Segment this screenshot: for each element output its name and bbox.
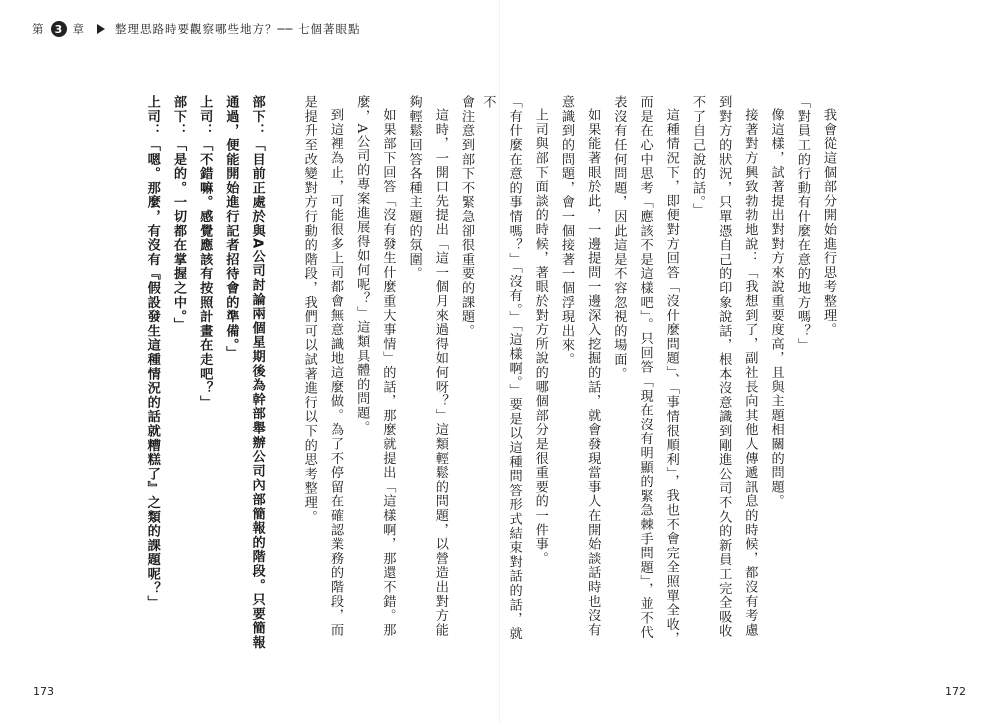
paragraph: 「對員工的行動有什麼在意的地方嗎？」 — [794, 95, 810, 353]
paragraph: 接著對方興致勃勃地說：「我想到了，副社長向其他人傳遞訊息的時候，都沒有考慮到對方的狀況，只單憑自己的印象說話，根本沒意識到剛進公司不久的新員工完全吸收不了自己說的話。」 — [689, 95, 758, 639]
dialogue-line: 上司：「不錯嘛。感覺應該有按照計畫在走吧？」 — [197, 95, 213, 410]
paragraph: 如果能著眼於此，一邊提問一邊深入挖掘的話，就會發現當事人在開始談話時也沒有意識到的問題，會一個接著一個浮現出來。 — [558, 95, 601, 638]
page-number-right: 172 — [945, 685, 966, 698]
dialogue-line: 部下：「是的。一切都在掌握之中。」 — [170, 95, 186, 332]
chapter-suffix: 章 — [72, 22, 85, 36]
triangle-arrow-icon — [97, 24, 105, 34]
paragraph: 這時，一開口先提出「這一個月來過得如何呀？」這類輕鬆的問題，以營造出對方能夠輕鬆回答各種主題的氛圍。 — [406, 95, 448, 638]
paragraph: 到這裡為止，可能很多上司都會無意識地這麼做。為了不停留在確認業務的階段，而是提升至改變對方行動的階段，我們可以試著進行以下的思考整理。 — [301, 95, 343, 638]
paragraph: 如果部下回答「沒有發生什麼重大事情」的話，那麼就提出「這樣啊，那還不錯。那麼，A公司的專案進展得如何呢？」這類具體的問題。 — [354, 95, 396, 638]
paragraph: 我會從這個部分開始進行思考整理。 — [821, 108, 836, 337]
page-number-left: 173 — [33, 685, 54, 698]
chapter-prefix: 第 — [32, 22, 45, 36]
paragraph: 這種情況下，即便對方回答「沒什麼問題」、「事情很順利」，我也不會完全照單全收，而是在心中思考「應該不是這樣吧」。只回答「現在沒有明顯的緊急棘手問題」，並不代表沒有任何問題，因此這是不容忽視的場面。 — [611, 95, 679, 647]
dialogue-line: 上司：「嗯。那麼，有沒有『假設發生這種情況的話就糟糕了』之類的課題呢？」 — [144, 95, 160, 610]
paragraph: 上司與部下面談的時候，著眼於對方所說的哪個部分是很重要的一件事。 — [532, 108, 548, 566]
running-header — [32, 18, 361, 40]
chapter-number-badge: 3 — [51, 21, 67, 37]
left-page-text — [9, 95, 479, 650]
paragraph: 像這樣，試著提出對對方來說重要度高，且與主題相關的問題。 — [768, 108, 784, 509]
right-page-text — [421, 95, 841, 650]
dialogue-line: 部下：「目前正處於與A公司討論兩個星期後為幹部舉辦公司內部簡報的階段。只要簡報通過，便能開始進行記者招待會的準備。」 — [223, 95, 265, 650]
paragraph: 「有什麼在意的事情嗎？」「沒有。」「這樣啊。」要是以這種問答形式結束對話的話，就不 — [480, 95, 522, 641]
chapter-title: 整理思路時要觀察哪些地方？── 七個著眼點 — [115, 22, 361, 36]
paragraph: 會注意到部下不緊急卻很重要的課題。 — [459, 95, 474, 339]
